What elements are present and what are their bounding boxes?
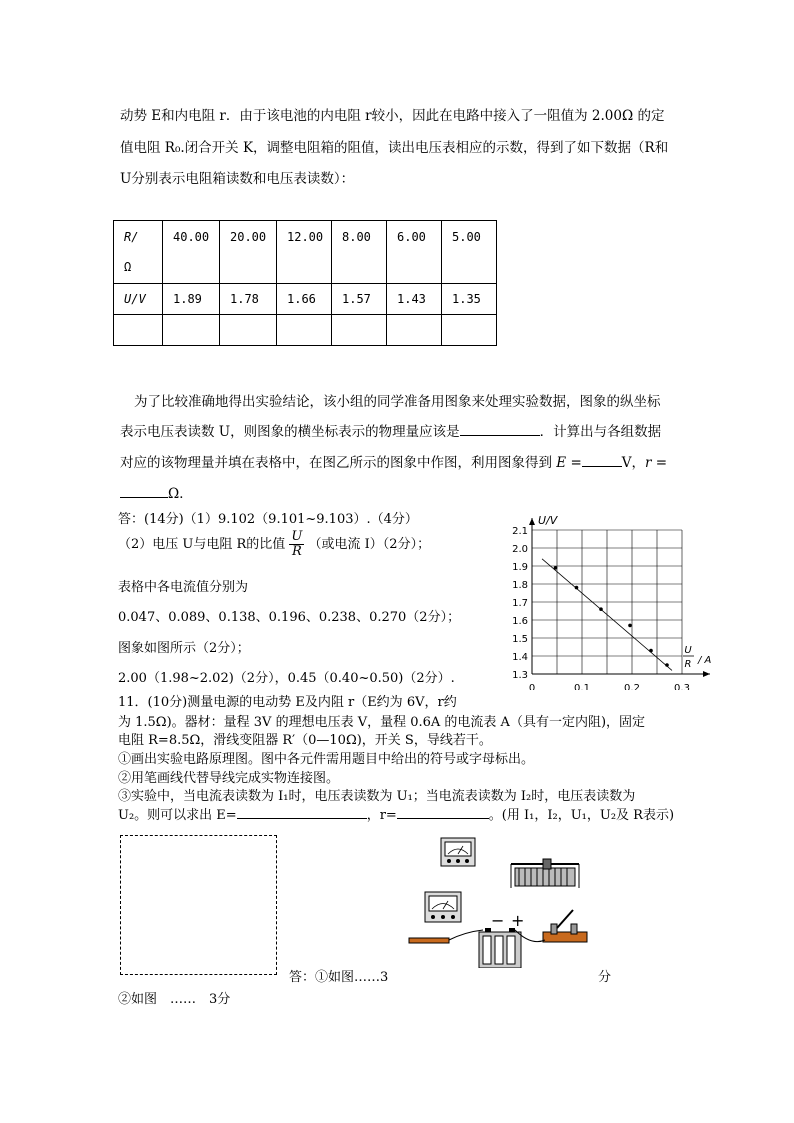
r-value-1: 40.00: [163, 221, 220, 284]
answer-line-5: 图象如图所示（2分）；: [118, 641, 250, 656]
q11-answer-2: ②如图 …… 3分: [118, 992, 231, 1007]
data-point: [649, 649, 653, 653]
x-tick-label: 0: [528, 683, 536, 690]
answer-blank-resistance[interactable]: [397, 804, 489, 819]
q11-line-3: 电阻 R=8.5Ω，滑线变阻器 R′（0—10Ω)，开关 S，导线若干。: [118, 733, 492, 748]
r-header-label: R/: [124, 230, 139, 244]
u-value-4: 1.57: [332, 284, 387, 315]
u-value-6: 1.35: [442, 284, 497, 315]
intro-line-2: 值电阻 R₀.闭合开关 K，调整电阻箱的阻值，读出电压表相应的示数，得到了如下数据（R和: [120, 140, 669, 156]
battery-icon[interactable]: [479, 928, 521, 968]
q11-line-6: ③实验中，当电流表读数为 I₁时，电压表读数为 U₁；当电流表读数为 I₂时，电压表读数为: [118, 789, 636, 804]
y-tick-label: 1.7: [512, 598, 528, 609]
data-point: [628, 624, 632, 628]
answer-blank-e[interactable]: [582, 452, 622, 467]
q11-answer-1-tail: 分: [598, 970, 612, 985]
q11-line-2: 为 1.5Ω)。器材：量程 3V 的理想电压表 V，量程 0.6A 的电流表 A（具有一定内阻)，固定: [118, 715, 646, 730]
x-tick-label: 0.1: [574, 683, 590, 690]
u-header-label: U/V: [124, 292, 146, 306]
connecting-wire: [449, 930, 483, 940]
fraction-u-over-r: $\frac{U}{R}$: [291, 529, 303, 559]
x-tick-label: 0.3: [674, 683, 690, 690]
answer-line-3: 表格中各电流值分别为: [118, 580, 249, 595]
u-header-cell: [114, 284, 163, 315]
q11-line-1: 11．(10分)测量电源的电动势 E及内阻 r（E约为 6V，r约: [118, 695, 457, 710]
answer-line-1: 答：(14分)（1）9.102（9.101~9.103）.（4分）: [118, 512, 418, 527]
intro-line-3: U分别表示电阻箱读数和电压表读数）：: [120, 171, 355, 187]
question-line-2: 表示电压表读数 U，则图象的横坐标表示的物理量应该是 ．计算出与各组数据: [120, 420, 661, 440]
question-line-3: 对应的该物理量并填在表格中，在图乙所示的图象中作图，利用图象得到 E = V，r =: [120, 451, 667, 471]
r-value-6: 5.00: [442, 221, 497, 284]
u-value-5: 1.43: [387, 284, 442, 315]
voltmeter-icon[interactable]: [425, 892, 461, 922]
x-axis-label-denominator: R: [684, 659, 692, 670]
y-tick-label: 1.6: [512, 616, 528, 627]
answer-line-4: 0.047、0.089、0.138、0.196、0.238、0.270（2分）；: [118, 610, 461, 625]
fixed-resistor-icon[interactable]: [409, 938, 449, 943]
question-line-4: Ω．: [120, 482, 193, 502]
data-point: [665, 663, 669, 667]
apparatus-illustration: [405, 828, 605, 968]
r-value-5: 6.00: [387, 221, 442, 284]
y-tick-label: 2.0: [512, 544, 528, 555]
q11-answer-1: 答：①如图……3: [289, 970, 389, 985]
question-line-1: 为了比较准确地得出实验结论，该小组的同学准备用图象来处理实验数据，图象的纵坐标: [134, 394, 661, 410]
ammeter-icon[interactable]: [441, 838, 475, 866]
y-tick-label: 1.8: [512, 580, 528, 591]
circuit-diagram-box[interactable]: [120, 835, 277, 975]
y-axis-arrow: [529, 518, 535, 525]
answer-blank-r[interactable]: [120, 483, 168, 498]
q11-line-4: ①画出实验电路原理图。图中各元件需用题目中给出的符号或字母标出。: [118, 752, 535, 767]
data-point: [554, 566, 558, 570]
rheostat-icon[interactable]: [511, 859, 579, 888]
y-tick-label: 1.9: [512, 562, 528, 573]
answer-blank-emf[interactable]: [237, 804, 367, 819]
answer-line-6: 2.00（1.98~2.02)（2分），0.45（0.40~0.50)（2分）.: [118, 671, 455, 686]
r-header-unit: Ω: [124, 260, 132, 274]
q11-line-5: ②用笔画线代替导线完成实物连接图。: [118, 771, 340, 786]
r-value-4: 8.00: [332, 221, 387, 284]
y-tick-label: 1.4: [512, 652, 528, 663]
table-row-r: [114, 221, 497, 284]
y-tick-label: 2.1: [512, 526, 528, 537]
x-tick-label: 0.2: [624, 683, 640, 690]
data-point: [575, 586, 579, 590]
answer-blank-quantity[interactable]: [460, 421, 540, 436]
u-value-1: 1.89: [163, 284, 220, 315]
battery-minus-label: −: [491, 911, 505, 930]
y-axis-label: U/V: [538, 514, 558, 527]
x-axis-label-numerator: U: [684, 645, 692, 656]
table-row-u: [114, 284, 497, 315]
u-value-2: 1.78: [220, 284, 277, 315]
q11-line-7: U₂。则可以求出 E= ，r= 。(用 I₁，I₂，U₁，U₂及 R表示): [118, 804, 674, 823]
switch-icon[interactable]: [543, 910, 587, 942]
r-header-cell: [114, 221, 163, 284]
battery-plus-label: +: [511, 911, 525, 930]
data-table: [113, 220, 497, 346]
r-value-2: 20.00: [220, 221, 277, 284]
y-tick-label: 1.3: [512, 670, 528, 681]
x-axis-arrow: [703, 671, 710, 677]
answer-line-2: （2）电压 U与电阻 R的比值 $\frac{U}{R}$ （或电流 I）（2分）；: [118, 529, 431, 559]
data-point: [599, 607, 603, 611]
x-axis-label-unit: / A: [698, 655, 712, 666]
u-value-3: 1.66: [277, 284, 332, 315]
y-tick-label: 1.5: [512, 634, 528, 645]
intro-line-1: 动势 E和内电阻 r．由于该电池的内电阻 r较小，因此在电路中接入了一阻值为 2.00Ω 的定: [120, 108, 665, 124]
table-row-empty: [114, 315, 497, 346]
r-value-3: 12.00: [277, 221, 332, 284]
u-vs-current-graph: [500, 510, 740, 690]
